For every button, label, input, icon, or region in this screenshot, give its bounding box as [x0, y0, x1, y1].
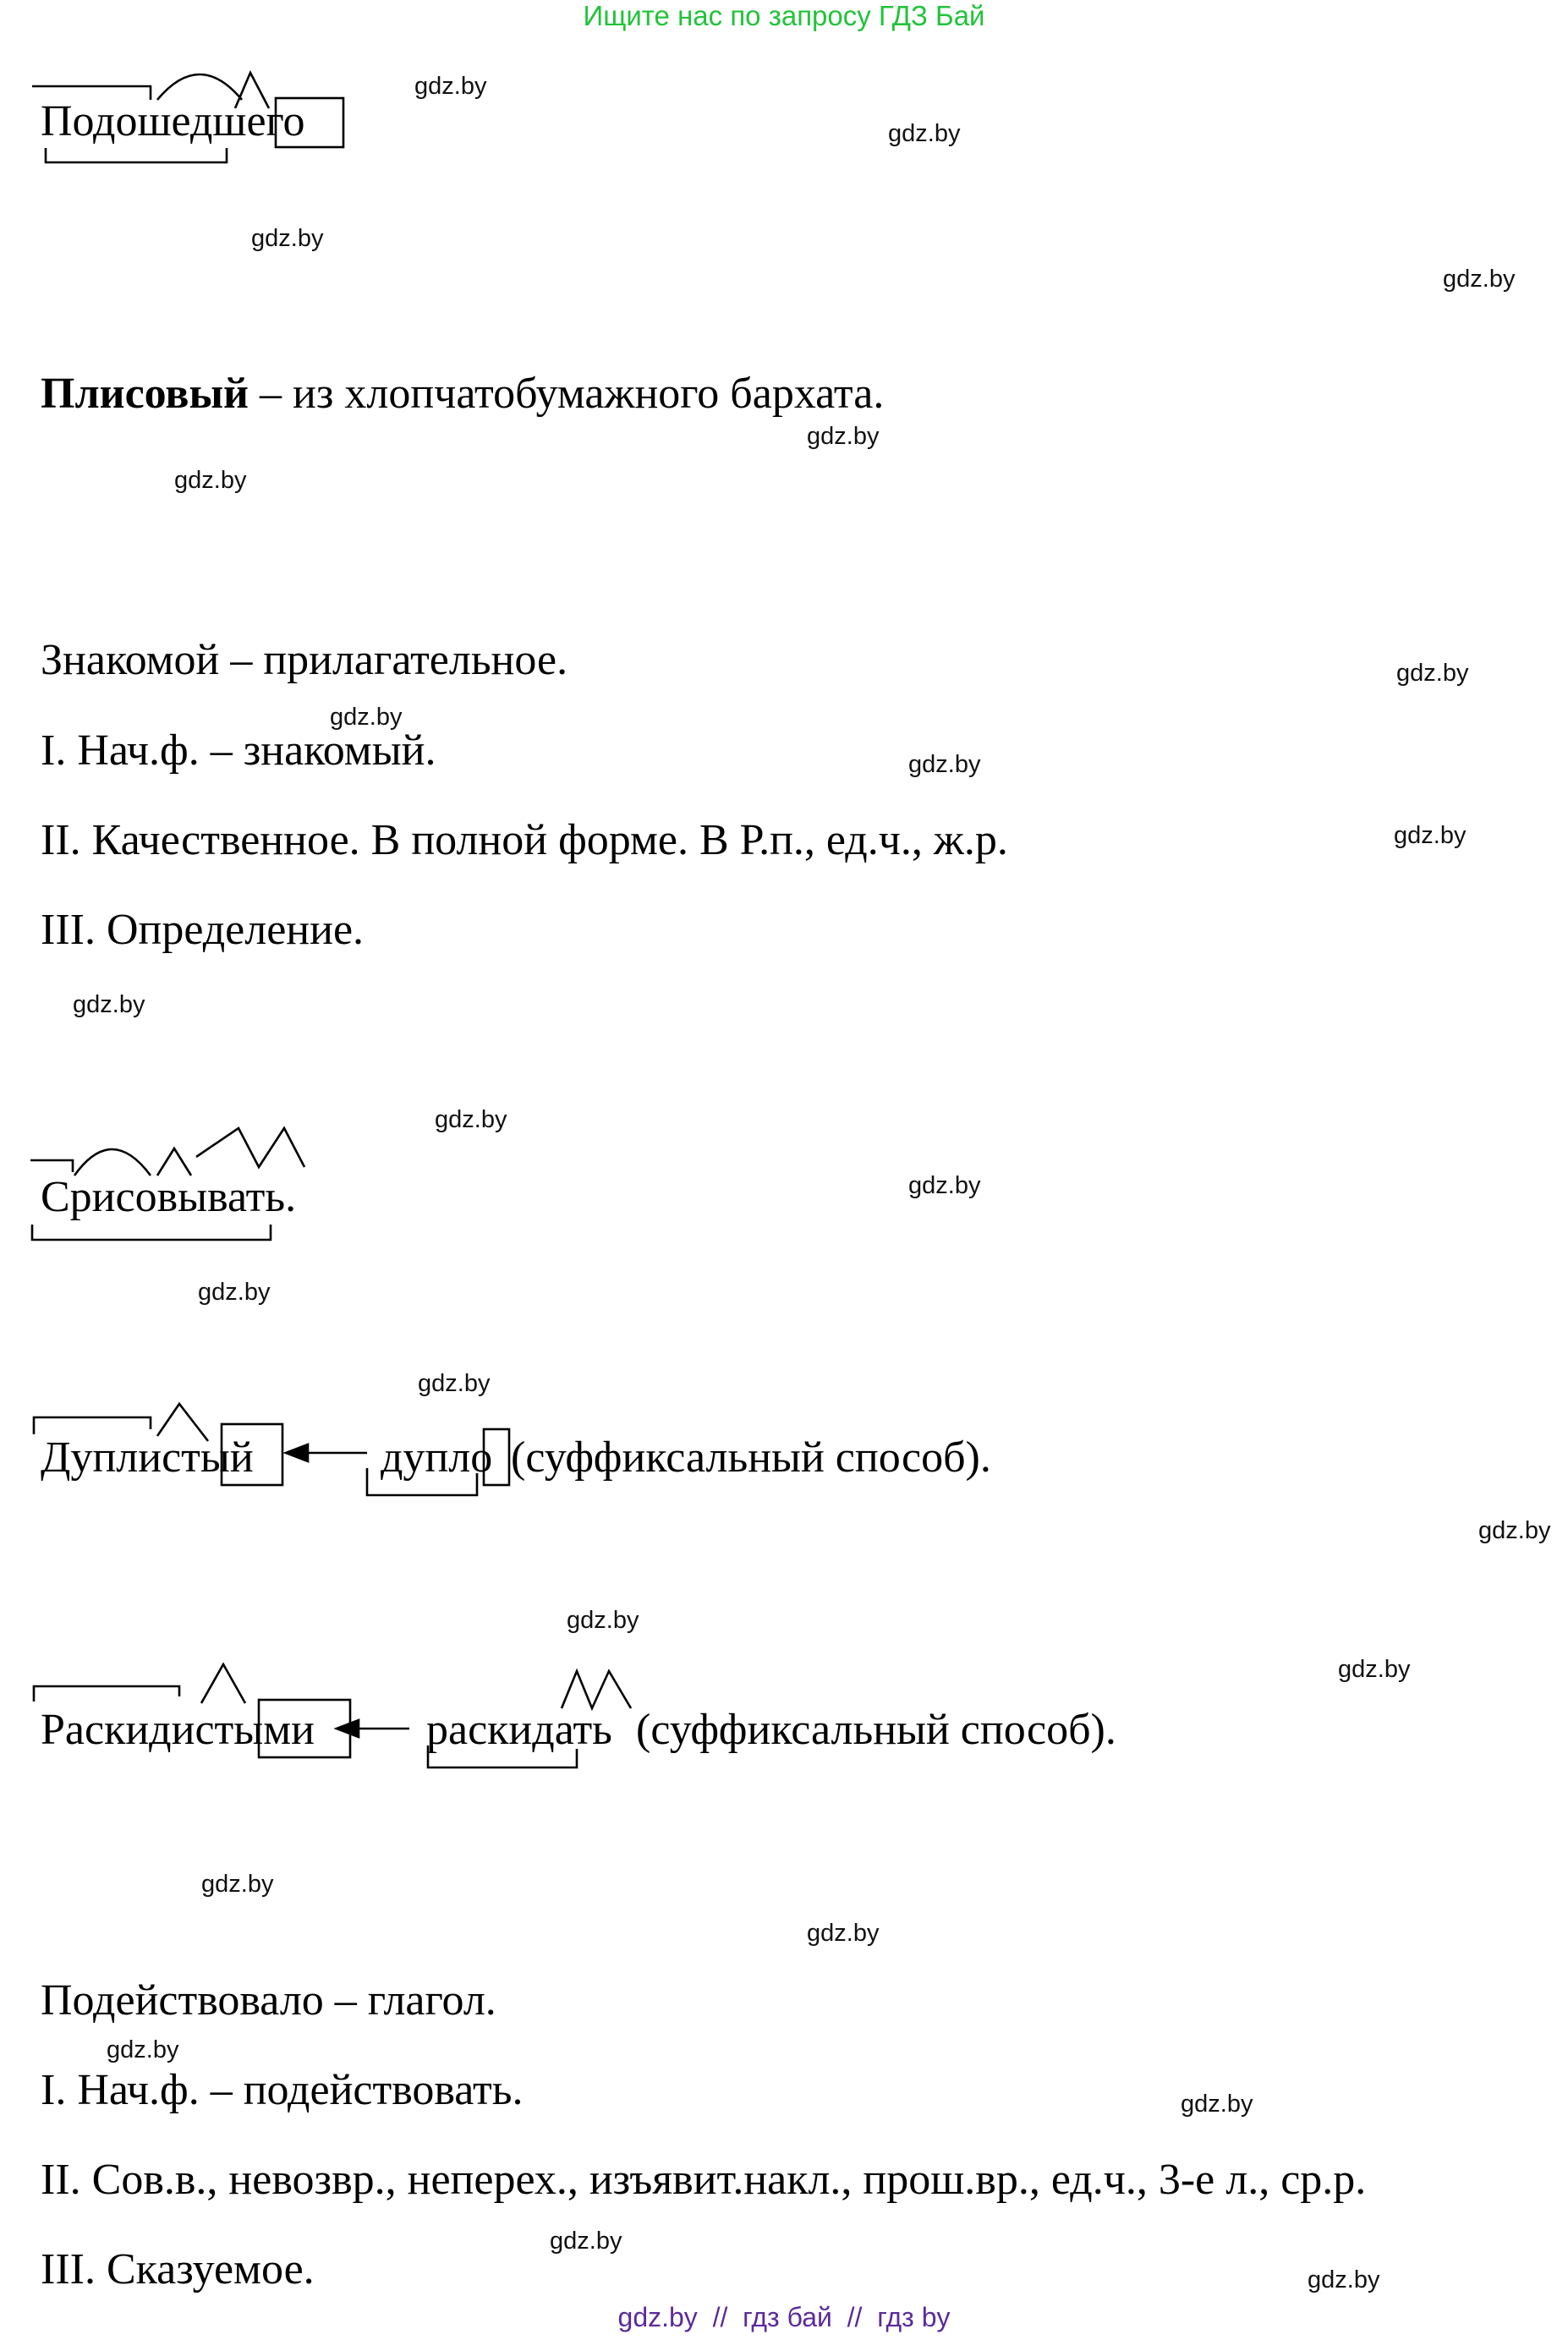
suffix-mark: [562, 1671, 631, 1708]
watermark: gdz.by: [73, 991, 145, 1018]
root-mark: [34, 1686, 179, 1702]
footer-links: gdz.by // гдз бай // гдз by: [617, 2302, 951, 2332]
ending-box: [276, 98, 343, 147]
prefix-mark: [32, 86, 151, 100]
root-arc: [157, 74, 242, 100]
stem-bracket: [46, 148, 227, 162]
suffix-mark: [157, 1148, 191, 1175]
watermark: gdz.by: [807, 423, 880, 450]
stem-bracket: [32, 1225, 271, 1240]
watermark: gdz.by: [908, 1172, 981, 1199]
derivation-method: (суффиксальный способ).: [636, 1706, 1116, 1754]
watermark: gdz.by: [435, 1106, 507, 1133]
suffix-mark: [235, 73, 269, 108]
analysis-point-i: I. Нач.ф. – знакомый.: [41, 726, 436, 775]
watermark: gdz.by: [1181, 2091, 1253, 2118]
ending-box: [484, 1429, 509, 1485]
ending-box: [222, 1424, 282, 1485]
analysis-title: Подействовало – глагол.: [41, 1976, 496, 2025]
stem-bracket: [367, 1468, 477, 1495]
prefix-mark: [30, 1160, 73, 1172]
derivation-method: (суффиксальный способ).: [511, 1433, 991, 1482]
derivation-word-duplisty: Дуплистый: [41, 1433, 254, 1482]
derivation-base-duplo: дупло: [381, 1433, 493, 1482]
suffix-mark: [201, 1664, 245, 1703]
watermark: gdz.by: [807, 1920, 880, 1947]
analysis-point-ii: II. Сов.в., невозвр., неперех., изъявит.накл., прош.вр., ед.ч., 3-е л., ср.р.: [41, 2156, 1367, 2204]
watermark: gdz.by: [201, 1871, 274, 1898]
watermark: gdz.by: [567, 1607, 639, 1634]
analysis-point-i: I. Нач.ф. – подействовать.: [41, 2066, 524, 2114]
definition-text: – из хлопчатобумажного бархата.: [249, 370, 885, 418]
stem-bracket: [428, 1745, 577, 1767]
watermark: gdz.by: [908, 751, 981, 778]
derivation-word-raskidisty: Раскидистыми: [41, 1706, 315, 1754]
watermark: gdz.by: [1394, 822, 1467, 849]
watermark: gdz.by: [414, 73, 487, 100]
watermark: gdz.by: [1308, 2266, 1380, 2293]
suffix-mark: [196, 1128, 304, 1167]
defined-term: Плисовый: [41, 370, 249, 418]
derivation-arrowhead: [337, 1720, 359, 1737]
root-arc: [74, 1149, 151, 1175]
watermark: gdz.by: [550, 2228, 622, 2255]
analysis-title: Знакомой – прилагательное.: [41, 636, 568, 684]
derivation-arrowhead: [286, 1444, 308, 1461]
watermark: gdz.by: [888, 120, 961, 147]
derivation-base-raskidat: раскидать: [426, 1706, 612, 1754]
suffix-mark: [157, 1404, 208, 1441]
watermark: gdz.by: [330, 704, 403, 731]
watermark: gdz.by: [1443, 266, 1516, 293]
watermark: gdz.by: [251, 225, 324, 252]
watermark: gdz.by: [1338, 1656, 1411, 1683]
watermark: gdz.by: [107, 2036, 179, 2063]
watermark: gdz.by: [418, 1370, 491, 1397]
search-hint-header: Ищите нас по запросу ГДЗ Бай: [583, 0, 985, 31]
watermark: gdz.by: [198, 1279, 271, 1306]
analysis-point-iii: III. Определение.: [41, 906, 365, 954]
watermark: gdz.by: [1478, 1517, 1551, 1544]
morphemic-word-podoshedshego: Подошедшего: [41, 97, 305, 145]
watermark: gdz.by: [174, 467, 247, 494]
analysis-point-iii: III. Сказуемое.: [41, 2245, 315, 2293]
analysis-point-ii: II. Качественное. В полной форме. В Р.п., ед.ч., ж.р.: [41, 816, 1008, 864]
watermark: gdz.by: [1396, 660, 1469, 687]
morphemic-word-srisovyvat: Срисовывать.: [41, 1173, 297, 1221]
root-mark: [34, 1417, 151, 1434]
